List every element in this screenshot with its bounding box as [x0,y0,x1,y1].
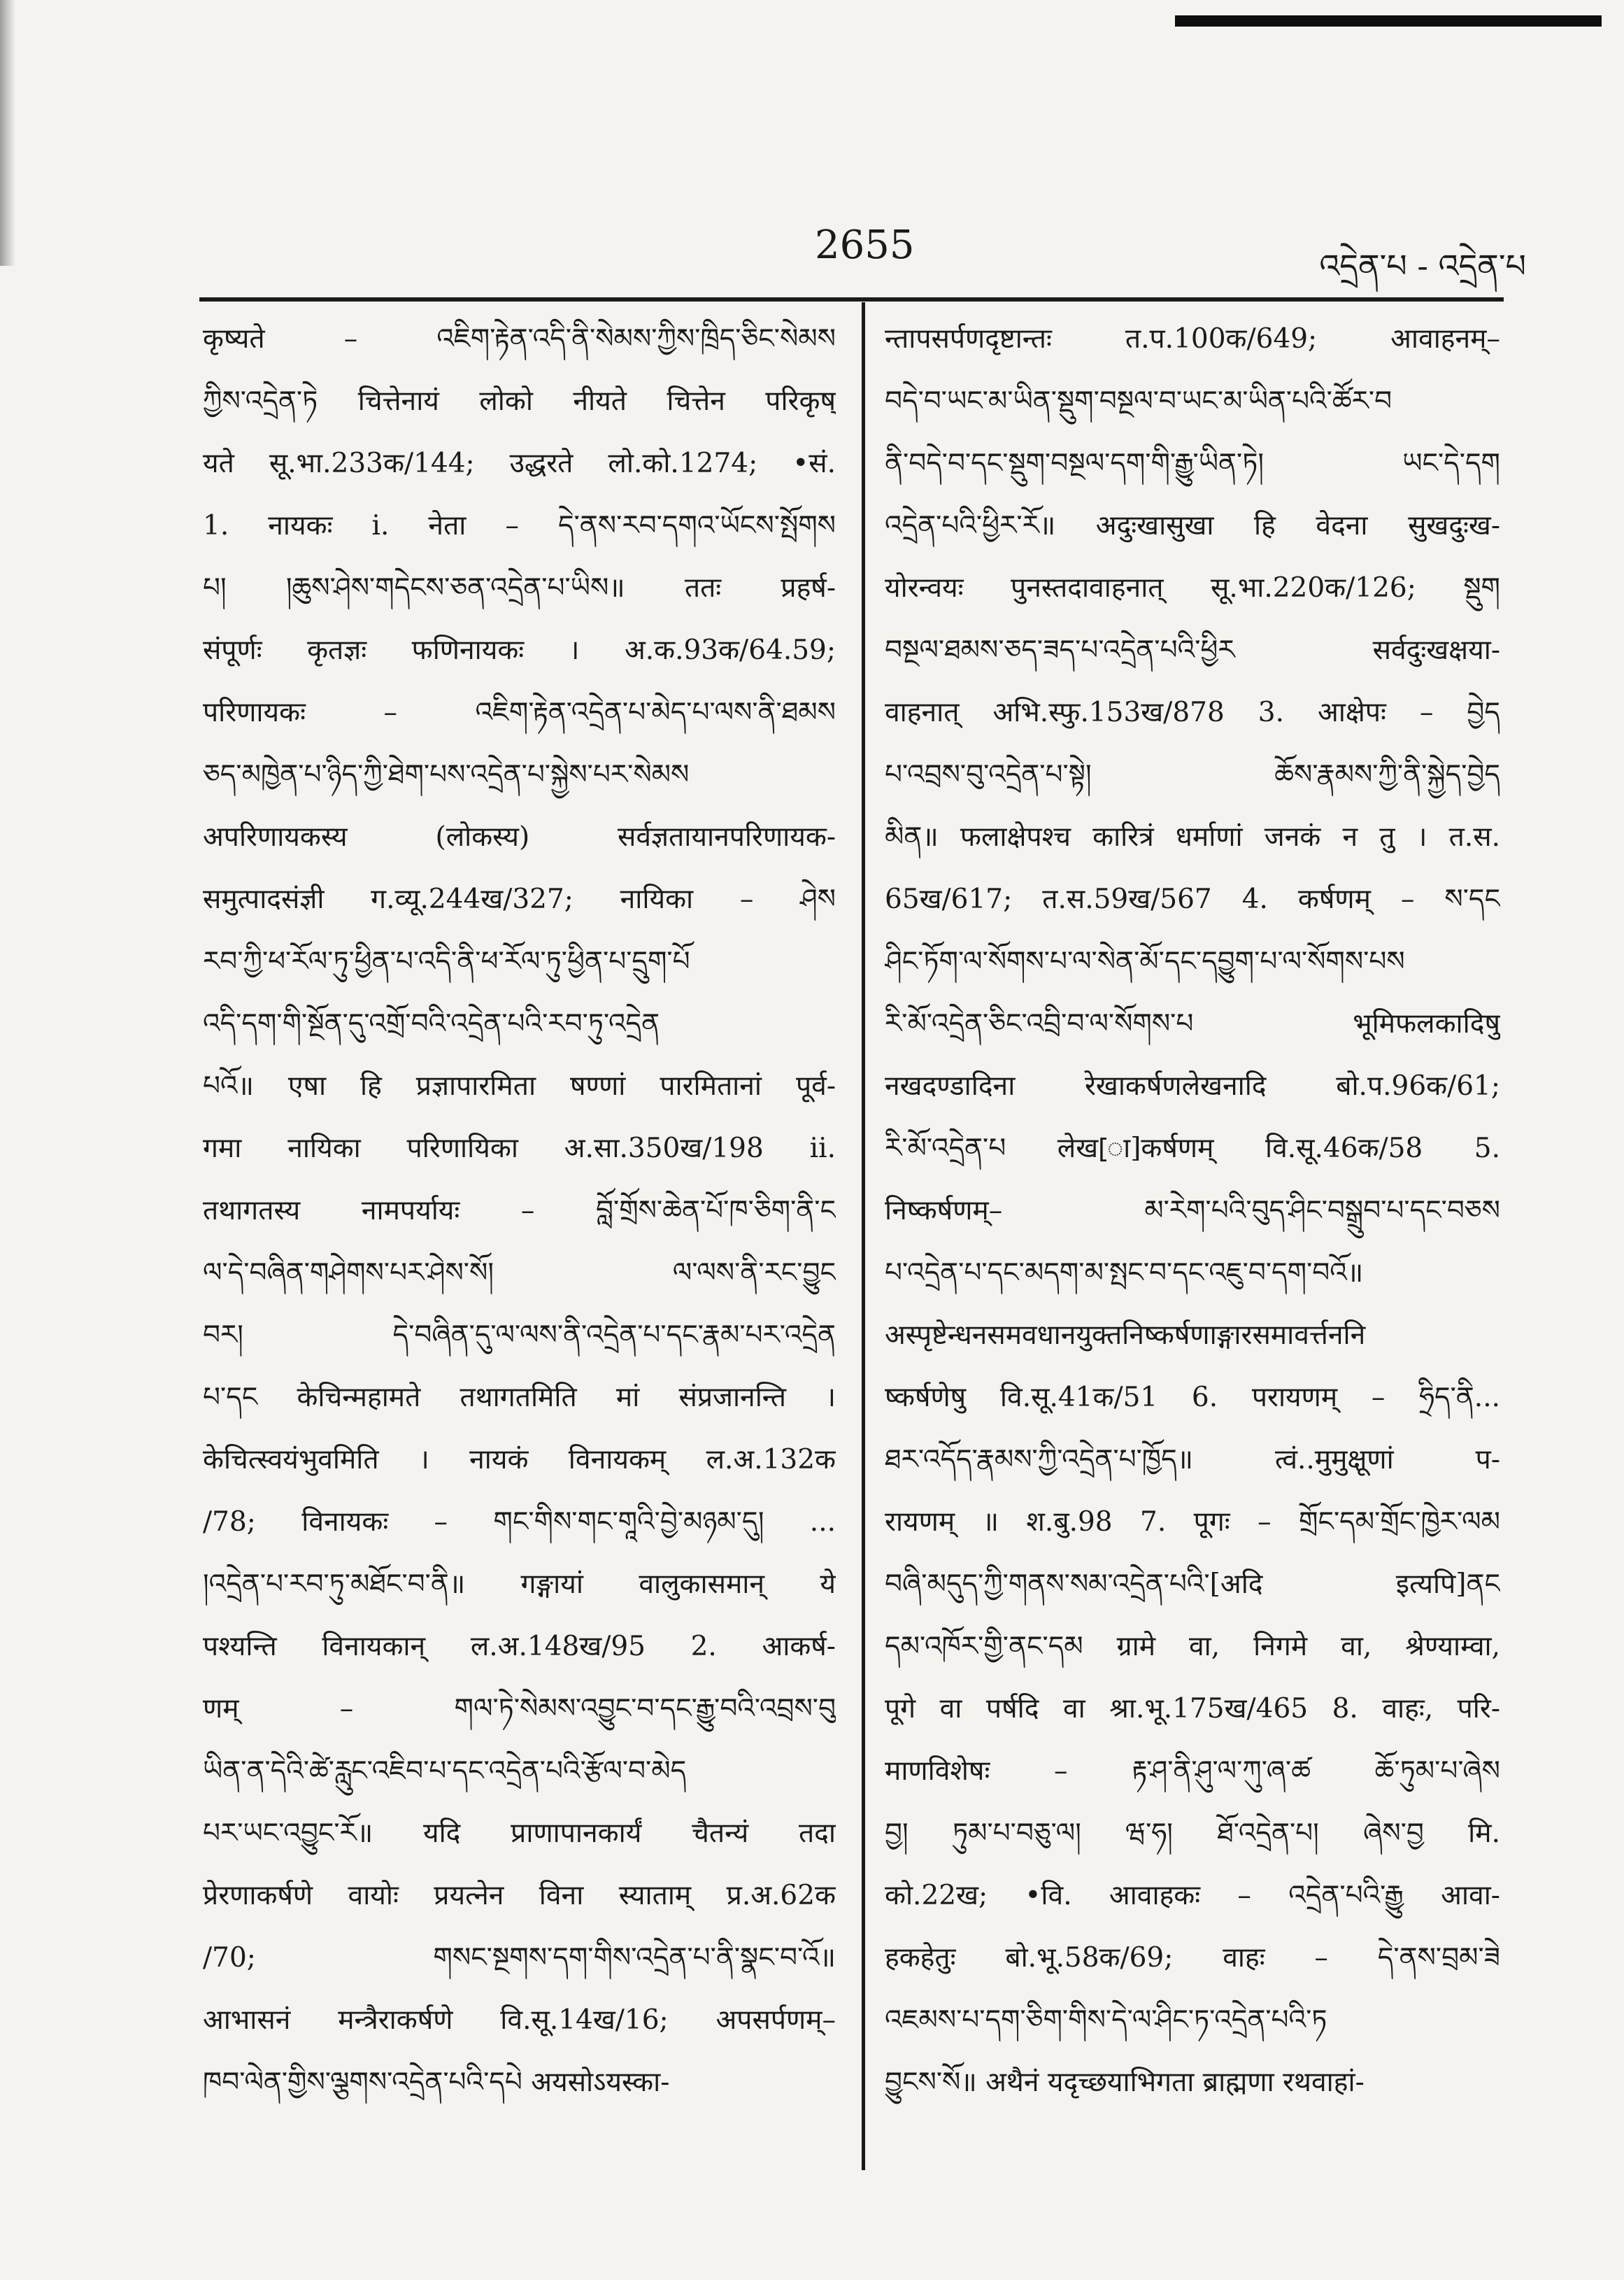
text-line: प्रेरणाकर्षणे वायोः प्रयत्नेन विना स्याताम् प्र.अ.62क [203,1880,836,1911]
text-line: །འདྲེན་པ་རབ་ཏུ་མཐོང་བ་ནི॥ गङ्गायां वालुकासमान् ये [203,1569,836,1600]
text-line: आभासनं मन्त्रैराकर्षणे वि.सू.14ख/16; अपसर्पणम्– [203,2004,836,2036]
text-line: को.22ख; •वि. आवाहकः – འདྲེན་པའི་རྒྱུ आवा- [885,1880,1500,1911]
text-line: अपरिणायकस्य (लोकस्य) सर्वज्ञतायानपरिणायक- [203,821,836,853]
text-line: དམ་འཁོར་གྱི་ནང་དམ ग्रामे वा, निगमे वा, श्रेण्याम्वा, [885,1631,1500,1662]
text-line: ཤིང་ཏོག་ལ་སོགས་པ་ལ་སེན་མོ་དང་དབྱུག་པ་ལ་སོགས་པས [885,946,1405,977]
text-line: परिणायकः – འཇིག་རྟེན་འདྲེན་པ་མེད་པ་ལས་ནི་ཐམས [203,697,836,728]
text-line: वाहनात् अभि.स्फु.153ख/878 3. आक्षेपः – བྱེད [885,697,1500,728]
text-line: संपूर्णः कृतज्ञः फणिनायकः । अ.क.93क/64.59; [203,635,836,666]
text-line: རི་མོ་འདྲེན་པ लेख[ा]कर्षणम् वि.सू.46क/58 5. [885,1133,1500,1164]
right-column [885,308,1500,2113]
text-line: ཅད་མཁྱེན་པ་ཉིད་ཀྱི་ཐེག་པས་འདྲེན་པ་སྐྱེས་པར་སེམས [203,759,690,791]
text-line: समुत्पादसंज्ञी ग.व्यू.244ख/327; नायिका – ཤེས [203,884,836,915]
text-line: འཇམས་པ་དག་ཅིག་གིས་དེ་ལ་ཤིང་ཏ་འདྲེན་པའི་ཏ [885,2004,1327,2036]
text-line: ནི་བདེ་བ་དང་སྡུག་བསྔལ་དག་གི་རྒྱུ་ཡིན་ཏེ། ཡང་དེ་དག [885,448,1500,479]
text-line: པ་འབྲས་བུ་འདྲེན་པ་སྟེ། ཆོས་རྣམས་ཀྱི་ནི་སྐྱེད་བྱེད [885,759,1500,791]
text-line: ཡིན་ན་དེའི་ཚེ་རླུང་འཇིབ་པ་དང་འདྲེན་པའི་རྩོལ་བ་མེད [203,1755,687,1787]
text-line: अस्पृष्टेन्धनसमवधानयुक्तनिष्कर्षणाङ्गारसमावर्त्तननि [885,1319,1366,1351]
text-line: तथागतस्य नामपर्यायः – བློ་གྲོས་ཆེན་པོ་ཁ་ཅིག་ནི་ང [203,1195,836,1226]
text-line: རི་མོ་འདྲེན་ཅིང་འབྲི་བ་ལ་སོགས་པ भूमिफलकादिषु [885,1008,1500,1040]
text-line: नखदण्डादिना रेखाकर्षणलेखनादि बो.प.96क/61; [885,1070,1500,1102]
text-line: ཁབ་ལེན་གྱིས་ལྕགས་འདྲེན་པའི་དཔེ अयसोऽयस्का- [203,2067,670,2098]
text-line: 1. नायकः i. नेता – དེ་ནས་རབ་དགའ་ཡོངས་སྤོགས [203,510,836,541]
text-line: བཞི་མདུད་ཀྱི་གནས་སམ་འདྲེན་པའི་[अदि इत्यपि]ནང [885,1569,1500,1600]
text-line: བྱ། ཏུམ་པ་བཅུ་ལ། ཝ་ཧ། ཐོ་འདྲེན་པ། ཞེས་བྱ मि. [885,1818,1500,1849]
text-line: पश्यन्ति विनायकान् ल.अ.148ख/95 2. आकर्ष- [203,1631,836,1662]
text-line: འདི་དག་གི་སྔོན་དུ་འགྲོ་བའི་འདྲེན་པའི་རབ་ཏུ་འདྲེན [203,1008,660,1040]
running-head: འདྲེན་པ - འདྲེན་པ [1319,247,1526,285]
text-line: པར་ཡང་འབྱུང་རོ॥ यदि प्राणापानकार्यं चैतन्यं तदा [203,1818,836,1849]
text-line: པ་དང केचिन्महामते तथागतमिति मां संप्रजानन्ति । [203,1382,836,1413]
text-line: པ། །ཆུས་ཤེས་གདེངས་ཅན་འདྲེན་པ་ཡིས॥ ततः प्रहर्ष- [203,572,836,604]
text-line: ཀྱིས་འདྲེན་ཏེ चित्तेनायं लोको नीयते चित्तेन परिकृष् [203,385,836,417]
text-line: कृष्यते – འཇིག་རྟེན་འདི་ནི་སེམས་ཀྱིས་ཁྲིད་ཅིང་སེམས [203,323,836,355]
page-number: 2655 [815,222,915,268]
text-line: माणविशेषः – རྟ་ཤ་ནི་ཤུ་ལ་ཀུ་ཞ་ཚ ཆོ་ཏུམ་པ་ཞེས [885,1755,1500,1787]
text-line: /78; विनायकः – གང་གིས་གང་གཱའི་བྱེ་མཉམ་དུ། ... [203,1506,836,1538]
text-line: केचित्स्वयंभुवमिति । नायकं विनायकम् ल.अ.132क [203,1444,836,1475]
text-line: པའོ॥ एषा हि प्रज्ञापारमिता षण्णां पारमितानां पूर्व- [203,1070,836,1102]
text-line: ཐར་འདོད་རྣམས་ཀྱི་འདྲེན་པ་ཁྱོད॥ त्वं..मुमुक्षूणां प- [885,1444,1500,1475]
text-line: བསྔལ་ཐམས་ཅད་ཟད་པ་འདྲེན་པའི་ཕྱིར सर्वदुःखक्षया- [885,635,1500,666]
text-line: योरन्वयः पुनस्तदावाहनात् सू.भा.220क/126; སྡུག [885,572,1500,604]
text-line: पूगे वा पर्षदि वा श्रा.भू.175ख/465 8. वाहः, परि- [885,1693,1500,1725]
text-line: མིན॥ फलाक्षेपश्च कारित्रं धर्माणां जनकं न तु । त.स. [885,821,1500,853]
text-line: हकहेतुः बो.भू.58क/69; वाहः – དེ་ནས་བྲམ་ཟེ [885,1942,1500,1974]
text-line: णम् – གལ་ཏེ་སེམས་འབྱུང་བ་དང་རྒྱུ་བའི་འབྲས་བུ [203,1693,836,1725]
header-rule [199,297,1504,302]
text-line: /70; གསང་སྔགས་དག་གིས་འདྲེན་པ་ནི་སྣང་བ་འོ॥ [203,1942,836,1974]
text-line: པ་འདྲེན་པ་དང་མདག་མ་སྤང་བ་དང་འཇུ་བ་དག་བའོ॥ [885,1257,1364,1289]
text-line: रायणम् ॥ श.बु.98 7. पूगः – གྲོང་དམ་གྲོང་ཁྱེར་ལམ [885,1506,1500,1538]
text-line: བདེ་བ་ཡང་མ་ཡིན་སྡུག་བསྔལ་བ་ཡང་མ་ཡིན་པའི་ཚོར་བ [885,385,1392,417]
text-line: འདྲེན་པའི་ཕྱིར་རོ॥ अदुःखासुखा हि वेदना सुखदुःख- [885,510,1500,541]
text-line: निष्कर्षणम्– མ་རེག་པའི་བུད་ཤིང་བསྒྲུབ་པ་དང་བཅས [885,1195,1500,1226]
text-line: न्तापसर्पणदृष्टान्तः त.प.100क/649; आवाहनम्– [885,323,1500,355]
text-line: ष्कर्षणेषु वि.सू.41क/51 6. परायणम् – ཧྲིད་ནི... [885,1382,1500,1413]
scan-edge-shadow [0,0,15,266]
text-line: བར། དེ་བཞིན་དུ་ལ་ལས་ནི་འདྲེན་པ་དང་རྣམ་པར་འདྲེན [203,1319,836,1351]
left-column [203,308,836,2113]
scan-corner-bar [1175,15,1602,27]
text-line: यते सू.भा.233क/144; उद्धरते लो.को.1274; •सं. [203,448,836,479]
column-divider [862,302,865,2170]
text-line: ལ་དེ་བཞིན་གཤེགས་པར་ཤེས་སོ། ལ་ལས་ནི་རང་བྱུང [203,1257,836,1289]
text-line: བྱུངས་སོ॥ अथैनं यदृच्छयाभिगता ब्राह्मणा रथवाहां- [885,2067,1365,2098]
text-line: 65ख/617; त.स.59ख/567 4. कर्षणम् – ས་དང [885,884,1500,915]
text-line: རབ་ཀྱི་ཕ་རོལ་ཏུ་ཕྱིན་པ་འདི་ནི་ཕ་རོལ་ཏུ་ཕྱིན་པ་དྲུག་པོ [203,946,690,977]
text-line: गमा नायिका परिणायिका अ.सा.350ख/198 ii. [203,1133,836,1164]
